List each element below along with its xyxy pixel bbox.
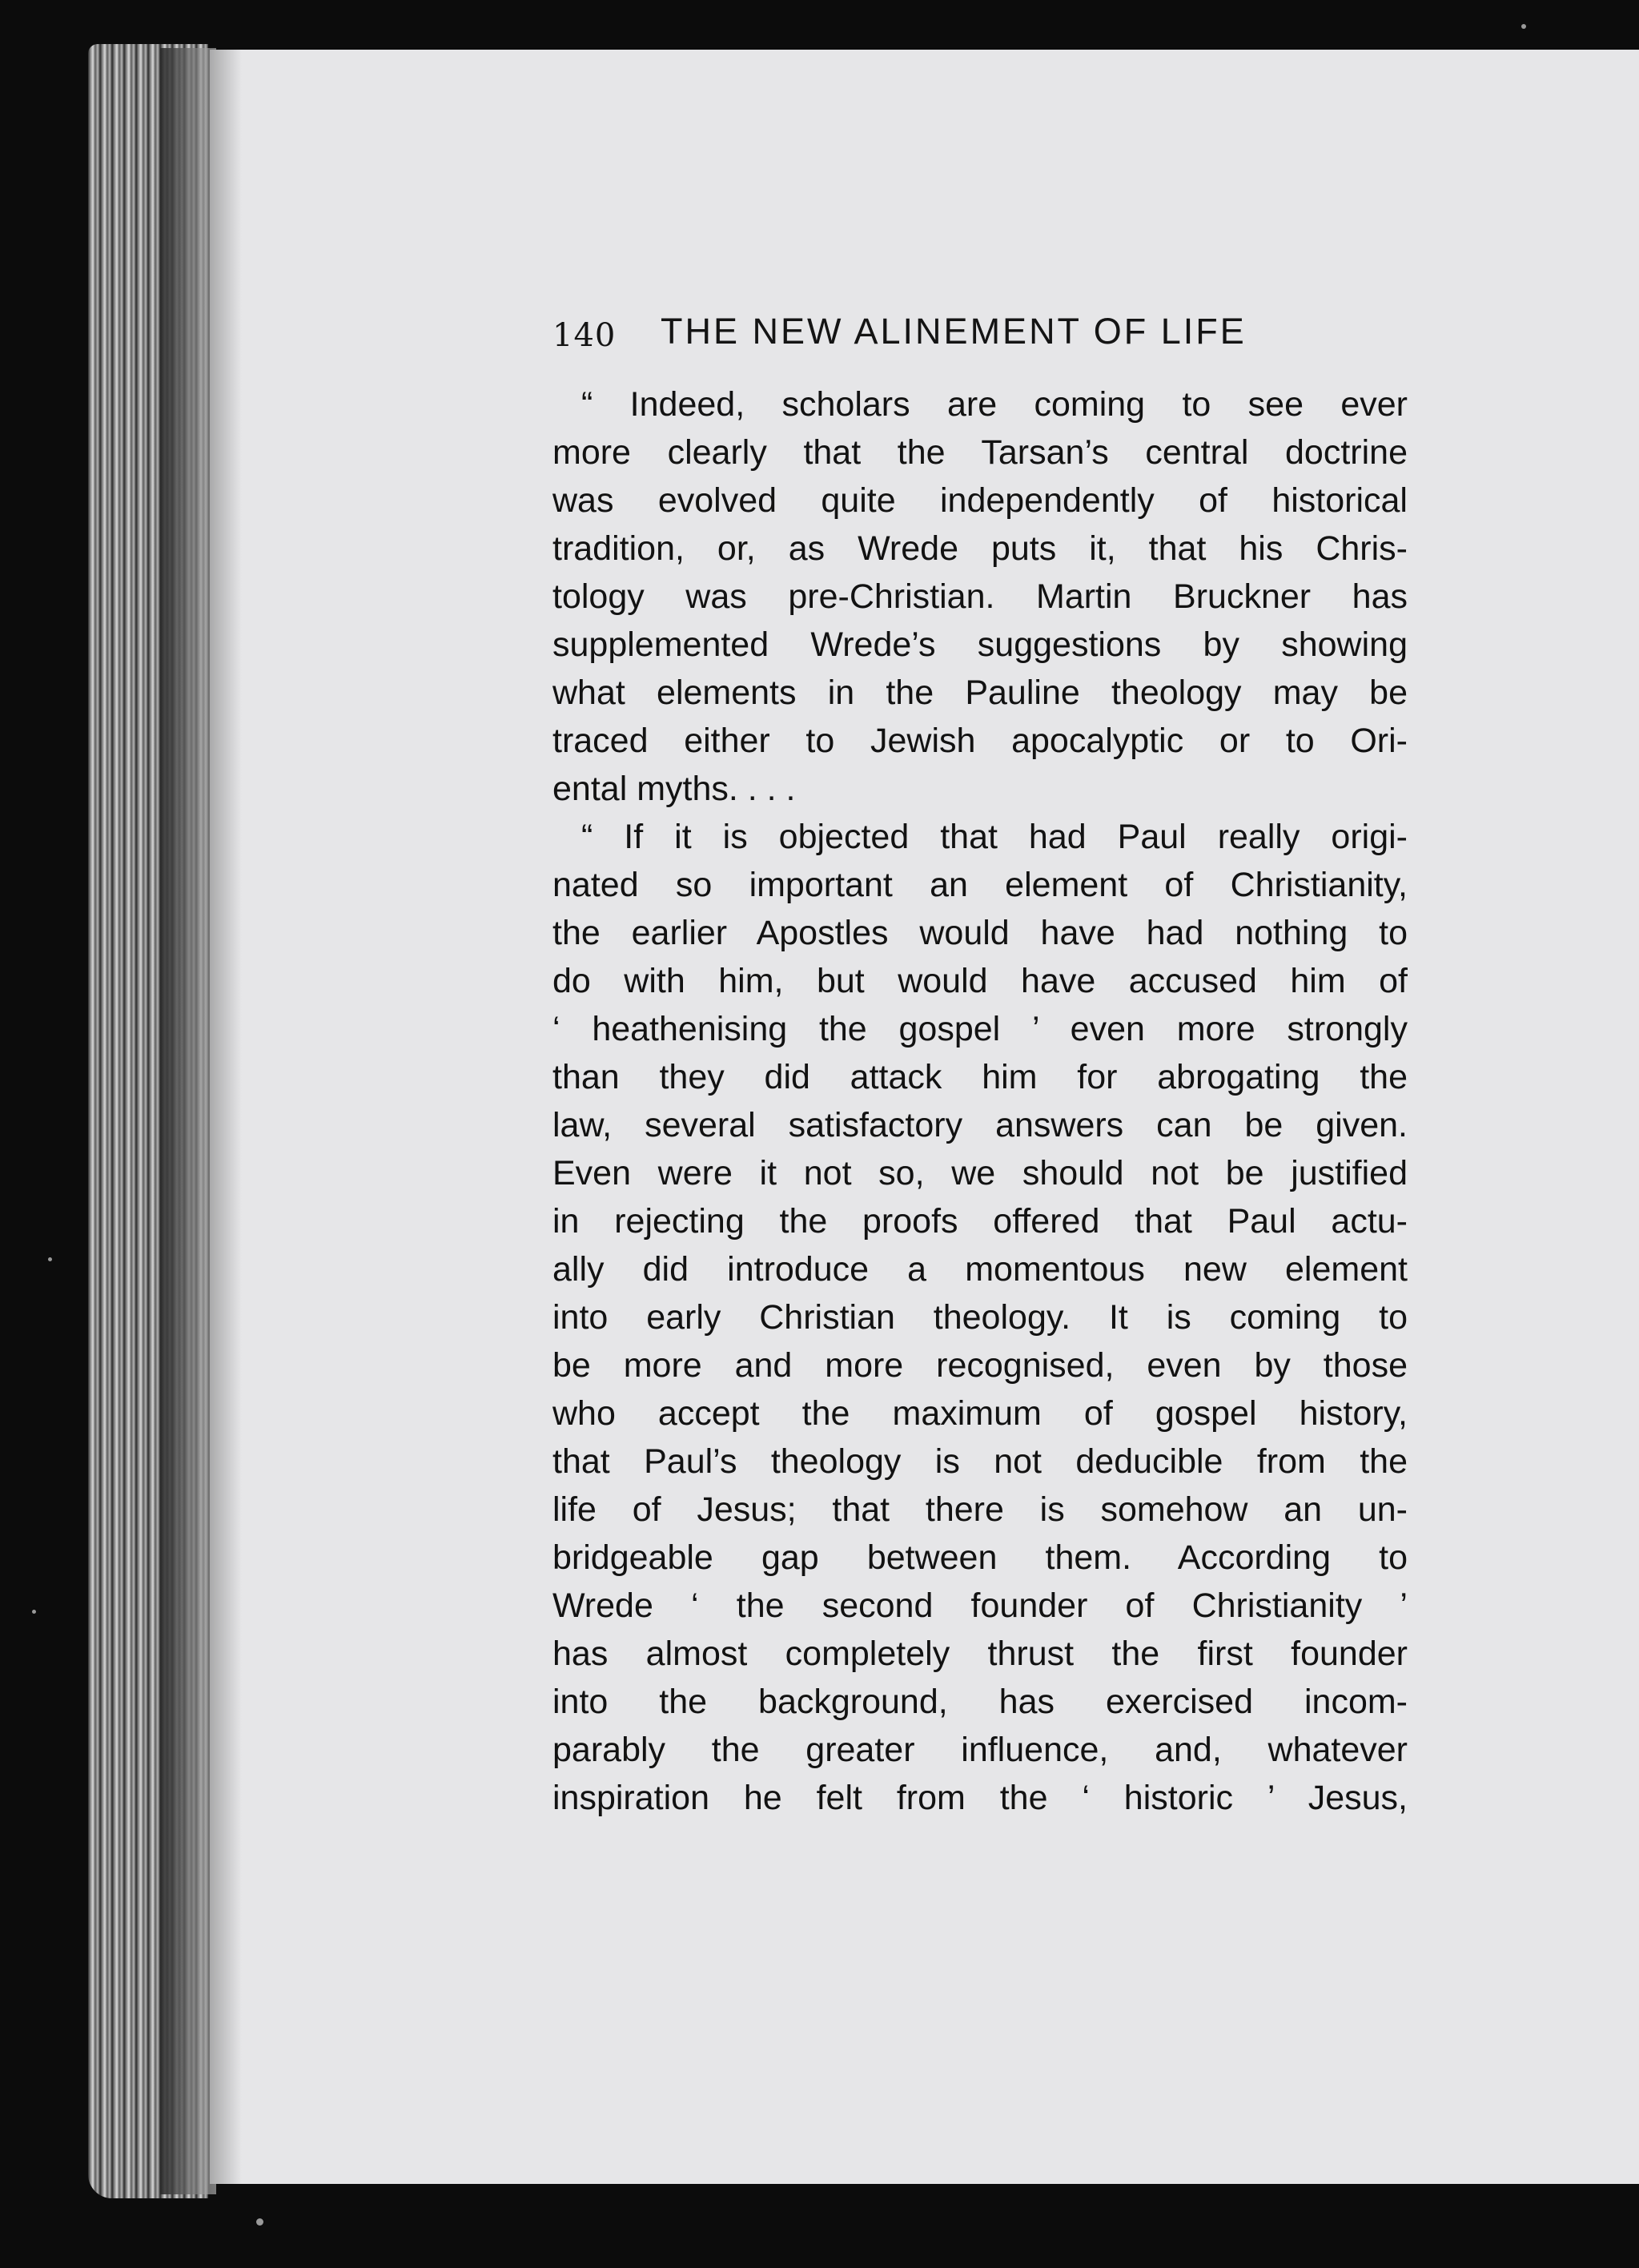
gutter-shadow	[160, 48, 216, 2194]
text-line: has almost completely thrust the first founder	[552, 1635, 1408, 1673]
text-line: in rejecting the proofs offered that Paul actu-	[552, 1202, 1408, 1241]
running-head-title: THE NEW ALINEMENT OF LIFE	[661, 311, 1247, 352]
scan-dust	[1521, 24, 1526, 29]
body-text	[552, 380, 1408, 1822]
running-head	[552, 311, 1353, 359]
text-line: “ Indeed, scholars are coming to see ever	[581, 385, 1408, 424]
text-line: was evolved quite independently of historical	[552, 481, 1408, 520]
text-line: into the background, has exercised incom-	[552, 1683, 1408, 1721]
text-line: Wrede ‘ the second founder of Christianity ’	[552, 1586, 1408, 1625]
text-line: more clearly that the Tarsan’s central doctrine	[552, 433, 1408, 472]
text-line: do with him, but would have accused him of	[552, 962, 1408, 1000]
text-line: bridgeable gap between them. According to	[552, 1538, 1408, 1577]
page-number: 140	[552, 317, 617, 354]
text-line: what elements in the Pauline theology may be	[552, 674, 1408, 712]
text-line: than they did attack him for abrogating the	[552, 1058, 1408, 1096]
text-line: ental myths. . . .	[552, 770, 796, 808]
text-line: parably the greater influence, and, whatever	[552, 1731, 1408, 1769]
text-line: law, several satisfactory answers can be given.	[552, 1106, 1408, 1144]
text-line: the earlier Apostles would have had nothing to	[552, 914, 1408, 952]
page-fold-shadow	[210, 50, 242, 2184]
scan-dust	[48, 1257, 52, 1261]
text-line: supplemented Wrede’s suggestions by showing	[552, 625, 1408, 664]
text-line: that Paul’s theology is not deducible from the	[552, 1442, 1408, 1481]
text-line: ally did introduce a momentous new element	[552, 1250, 1408, 1289]
text-line: ‘ heathenising the gospel ’ even more strongly	[552, 1010, 1408, 1048]
text-line: nated so important an element of Christianity,	[552, 866, 1408, 904]
text-line: traced either to Jewish apocalyptic or to Ori-	[552, 722, 1408, 760]
text-line: inspiration he felt from the ‘ historic ’ Jesus,	[552, 1779, 1408, 1817]
text-line: “ If it is objected that had Paul really origi-	[581, 818, 1408, 856]
scan-dust	[256, 2218, 263, 2226]
text-line: Even were it not so, we should not be justified	[552, 1154, 1408, 1192]
text-line: tradition, or, as Wrede puts it, that his Chris-	[552, 529, 1408, 568]
text-line: who accept the maximum of gospel history,	[552, 1394, 1408, 1433]
text-line: be more and more recognised, even by those	[552, 1346, 1408, 1385]
text-line: life of Jesus; that there is somehow an un-	[552, 1490, 1408, 1529]
text-line: into early Christian theology. It is coming to	[552, 1298, 1408, 1337]
scan-dust	[32, 1610, 36, 1614]
text-line: tology was pre-Christian. Martin Bruckner has	[552, 577, 1408, 616]
